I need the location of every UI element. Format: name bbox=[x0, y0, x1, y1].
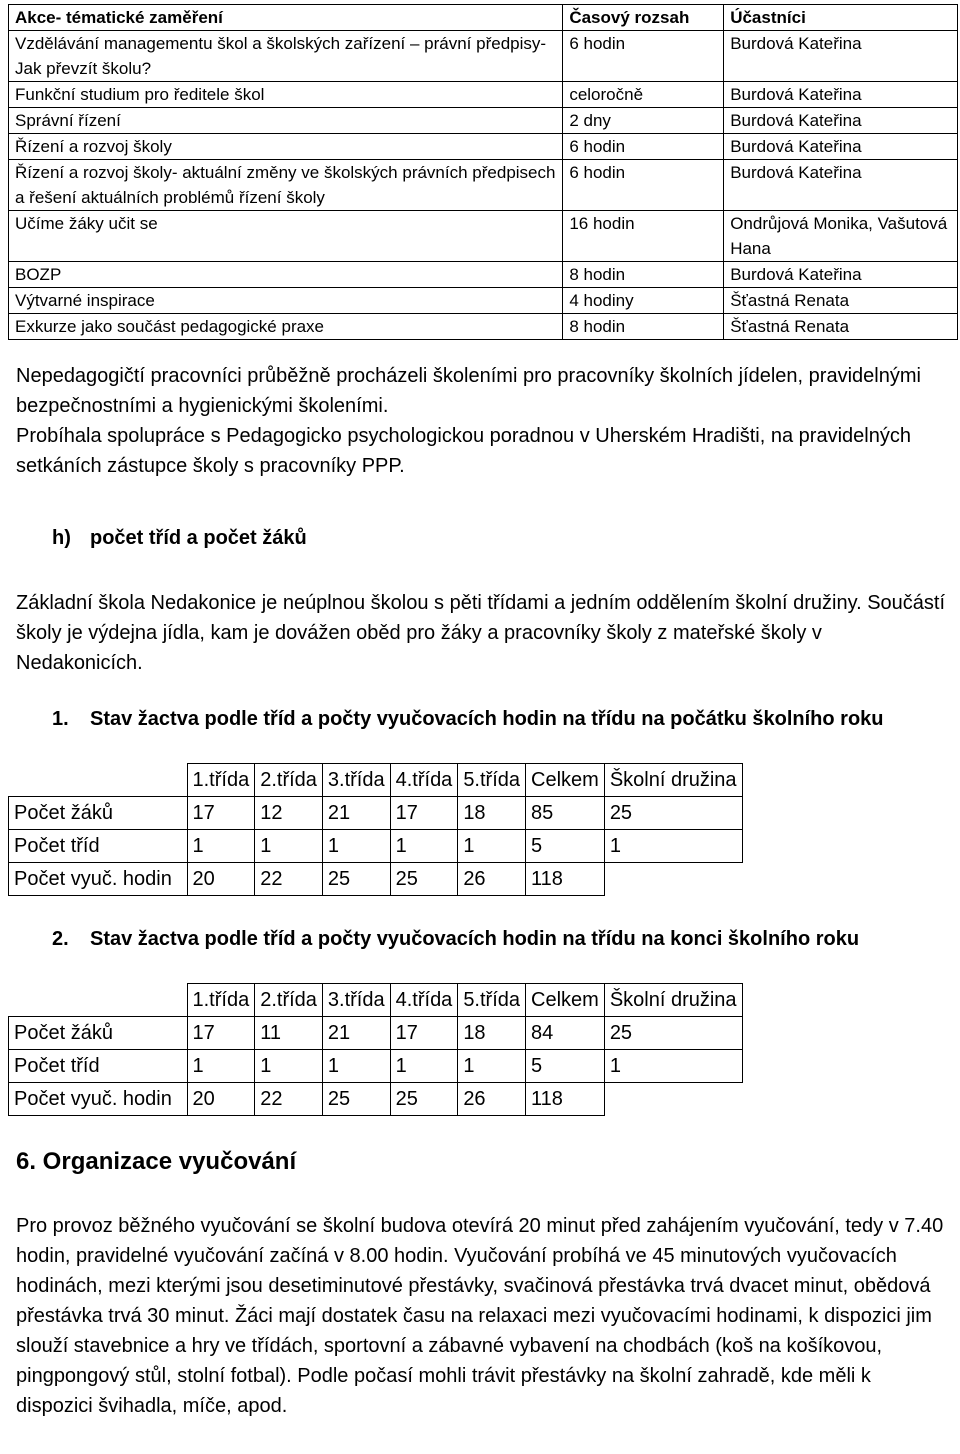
action-cell: Učíme žáky učit se bbox=[9, 211, 563, 262]
table-row bbox=[9, 160, 958, 211]
row-label: Počet žáků bbox=[9, 1017, 188, 1050]
table-cell: 1 bbox=[390, 830, 458, 863]
table-cell: 1 bbox=[458, 1050, 526, 1083]
table-cell: 26 bbox=[458, 863, 526, 896]
table-cell: 1 bbox=[322, 1050, 390, 1083]
paragraph-school-description: Základní škola Nedakonice je neúplnou školou s pěti třídami a jedním oddělením školní družiny. Součástí školy je výdejna jídla, kam je dovážen oběd pro žáky a pracovníky školy z mateřské školy v Nedakonicích. bbox=[16, 592, 946, 674]
table-cell: 11 bbox=[255, 1017, 323, 1050]
participants-cell: Burdová Kateřina bbox=[724, 108, 958, 134]
table-cell: 1 bbox=[322, 830, 390, 863]
empty-corner-cell bbox=[9, 764, 188, 797]
participants-cell: Burdová Kateřina bbox=[724, 160, 958, 211]
stats-start-number: 1. bbox=[52, 708, 69, 730]
row-label: Počet tříd bbox=[9, 830, 188, 863]
participants-cell: Ondrůjová Monika, Vašutová Hana bbox=[724, 211, 958, 262]
table-cell: 25 bbox=[322, 1083, 390, 1116]
stats-header-row bbox=[9, 764, 743, 797]
table-row bbox=[9, 31, 958, 82]
table-cell: 118 bbox=[526, 863, 605, 896]
participants-cell: Šťastná Renata bbox=[724, 314, 958, 340]
header-time: Časový rozsah bbox=[563, 5, 724, 31]
time-cell: 16 hodin bbox=[563, 211, 724, 262]
table-cell: 25 bbox=[604, 797, 742, 830]
section-h-title: počet tříd a počet žáků bbox=[90, 527, 307, 549]
stats-start-heading bbox=[52, 708, 884, 731]
time-cell: 6 hodin bbox=[563, 160, 724, 211]
training-events-table bbox=[8, 4, 958, 340]
table-cell: 22 bbox=[255, 863, 323, 896]
table-cell: 20 bbox=[187, 1083, 255, 1116]
table-cell: 1 bbox=[255, 830, 323, 863]
action-cell: BOZP bbox=[9, 262, 563, 288]
time-cell: 6 hodin bbox=[563, 134, 724, 160]
column-header: Školní družina bbox=[604, 984, 742, 1017]
section-h-label: h) bbox=[52, 527, 71, 549]
stats-end-heading bbox=[52, 928, 859, 951]
action-cell: Správní řízení bbox=[9, 108, 563, 134]
section-6-heading: 6. Organizace vyučování bbox=[16, 1148, 297, 1175]
time-cell: 8 hodin bbox=[563, 262, 724, 288]
table-row bbox=[9, 211, 958, 262]
table-cell: 5 bbox=[526, 830, 605, 863]
column-header: 4.třída bbox=[390, 984, 458, 1017]
table-cell: 18 bbox=[458, 1017, 526, 1050]
table-cell: 17 bbox=[187, 1017, 255, 1050]
table-row bbox=[9, 1050, 743, 1083]
column-header: Celkem bbox=[526, 764, 605, 797]
action-cell: Exkurze jako součást pedagogické praxe bbox=[9, 314, 563, 340]
time-cell: celoročně bbox=[563, 82, 724, 108]
header-participants: Účastníci bbox=[724, 5, 958, 31]
participants-cell: Šťastná Renata bbox=[724, 288, 958, 314]
column-header: 1.třída bbox=[187, 984, 255, 1017]
participants-cell: Burdová Kateřina bbox=[724, 134, 958, 160]
column-header: Celkem bbox=[526, 984, 605, 1017]
stats-start-title: Stav žactva podle tříd a počty vyučovacích hodin na třídu na počátku školního roku bbox=[90, 708, 884, 730]
table-cell: 21 bbox=[322, 1017, 390, 1050]
table-cell: 25 bbox=[322, 863, 390, 896]
column-header: 2.třída bbox=[255, 984, 323, 1017]
column-header: 3.třída bbox=[322, 984, 390, 1017]
column-header: 5.třída bbox=[458, 764, 526, 797]
section-h-heading bbox=[52, 527, 307, 550]
paragraph-nonteaching-staff: Nepedagogičtí pracovníci průběžně procházeli školeními pro pracovníky školních jídelen, pravidelnými bezpečnostními a hygienickými školeními. bbox=[16, 365, 921, 417]
action-cell: Vzdělávání managementu škol a školských zařízení – právní předpisy- Jak převzít školu? bbox=[9, 31, 563, 82]
table-cell: 21 bbox=[322, 797, 390, 830]
stats-end-title: Stav žactva podle tříd a počty vyučovacích hodin na třídu na konci školního roku bbox=[90, 928, 860, 950]
action-cell: Funkční studium pro ředitele škol bbox=[9, 82, 563, 108]
column-header: 1.třída bbox=[187, 764, 255, 797]
column-header: Školní družina bbox=[604, 764, 742, 797]
header-action: Akce- tématické zaměření bbox=[9, 5, 563, 31]
row-label: Počet vyuč. hodin bbox=[9, 1083, 188, 1116]
table-row bbox=[9, 134, 958, 160]
table-cell: 1 bbox=[604, 1050, 742, 1083]
empty-corner-cell bbox=[9, 984, 188, 1017]
participants-cell: Burdová Kateřina bbox=[724, 262, 958, 288]
action-cell: Výtvarné inspirace bbox=[9, 288, 563, 314]
table-cell: 22 bbox=[255, 1083, 323, 1116]
row-label: Počet tříd bbox=[9, 1050, 188, 1083]
table-row bbox=[9, 1017, 743, 1050]
stats-header-row bbox=[9, 984, 743, 1017]
table-cell: 25 bbox=[390, 863, 458, 896]
time-cell: 4 hodiny bbox=[563, 288, 724, 314]
stats-end-number: 2. bbox=[52, 928, 69, 950]
table-cell: 12 bbox=[255, 797, 323, 830]
table-cell: 85 bbox=[526, 797, 605, 830]
table-row bbox=[9, 82, 958, 108]
participants-cell: Burdová Kateřina bbox=[724, 31, 958, 82]
table-cell: 1 bbox=[604, 830, 742, 863]
action-cell: Řízení a rozvoj školy bbox=[9, 134, 563, 160]
empty-cell bbox=[604, 863, 742, 896]
row-label: Počet vyuč. hodin bbox=[9, 863, 188, 896]
table-cell: 18 bbox=[458, 797, 526, 830]
table-cell: 17 bbox=[187, 797, 255, 830]
stats-end-table bbox=[8, 983, 743, 1116]
table-cell: 1 bbox=[458, 830, 526, 863]
table-cell: 17 bbox=[390, 1017, 458, 1050]
row-label: Počet žáků bbox=[9, 797, 188, 830]
table-cell: 5 bbox=[526, 1050, 605, 1083]
table-cell: 20 bbox=[187, 863, 255, 896]
column-header: 2.třída bbox=[255, 764, 323, 797]
table-cell: 26 bbox=[458, 1083, 526, 1116]
table-cell: 25 bbox=[604, 1017, 742, 1050]
action-cell: Řízení a rozvoj školy- aktuální změny ve školských právních předpisech a řešení aktuálních problémů řízení školy bbox=[9, 160, 563, 211]
table-row bbox=[9, 797, 743, 830]
paragraph-ppp-cooperation: Probíhala spolupráce s Pedagogicko psychologickou poradnou v Uherském Hradišti, na pravidelných setkáních zástupce školy s pracovníky PPP. bbox=[16, 425, 911, 477]
table-row bbox=[9, 830, 743, 863]
table-cell: 25 bbox=[390, 1083, 458, 1116]
column-header: 5.třída bbox=[458, 984, 526, 1017]
table-cell: 1 bbox=[390, 1050, 458, 1083]
table-cell: 118 bbox=[526, 1083, 605, 1116]
table-cell: 1 bbox=[187, 830, 255, 863]
time-cell: 8 hodin bbox=[563, 314, 724, 340]
stats-start-table bbox=[8, 763, 743, 896]
time-cell: 2 dny bbox=[563, 108, 724, 134]
paragraph-schedule: Pro provoz běžného vyučování se školní budova otevírá 20 minut před zahájením vyučování, tedy v 7.40 hodin, pravidelné vyučování začíná v 8.00 hodin. Vyučování probíhá ve 45 minutových vyučovacích hodinách, mezi kterými jsou desetiminutové přestávky, svačinová přestávka trvá dvacet minut, obědová přestávka trvá 30 minut. Žáci mají dostatek času na relaxaci mezi vyučovacími hodinami, k dispozici jim slouží stavebnice a hry ve třídách, sportovní a zábavné vybavení na chodbách (koš na košíkovou, pingpongový stůl, stolní fotbal). Podle počasí mohli trávit přestávky na školní zahradě, kde měli k dispozici švihadla, míče, apod. bbox=[16, 1215, 944, 1417]
table-cell: 1 bbox=[255, 1050, 323, 1083]
column-header: 4.třída bbox=[390, 764, 458, 797]
table-cell: 17 bbox=[390, 797, 458, 830]
table-row bbox=[9, 1083, 743, 1116]
time-cell: 6 hodin bbox=[563, 31, 724, 82]
table-row bbox=[9, 314, 958, 340]
empty-cell bbox=[604, 1083, 742, 1116]
table-row bbox=[9, 108, 958, 134]
table-row bbox=[9, 262, 958, 288]
table-cell: 84 bbox=[526, 1017, 605, 1050]
table-row bbox=[9, 288, 958, 314]
column-header: 3.třída bbox=[322, 764, 390, 797]
participants-cell: Burdová Kateřina bbox=[724, 82, 958, 108]
table-row bbox=[9, 863, 743, 896]
table-header-row bbox=[9, 5, 958, 31]
table-cell: 1 bbox=[187, 1050, 255, 1083]
